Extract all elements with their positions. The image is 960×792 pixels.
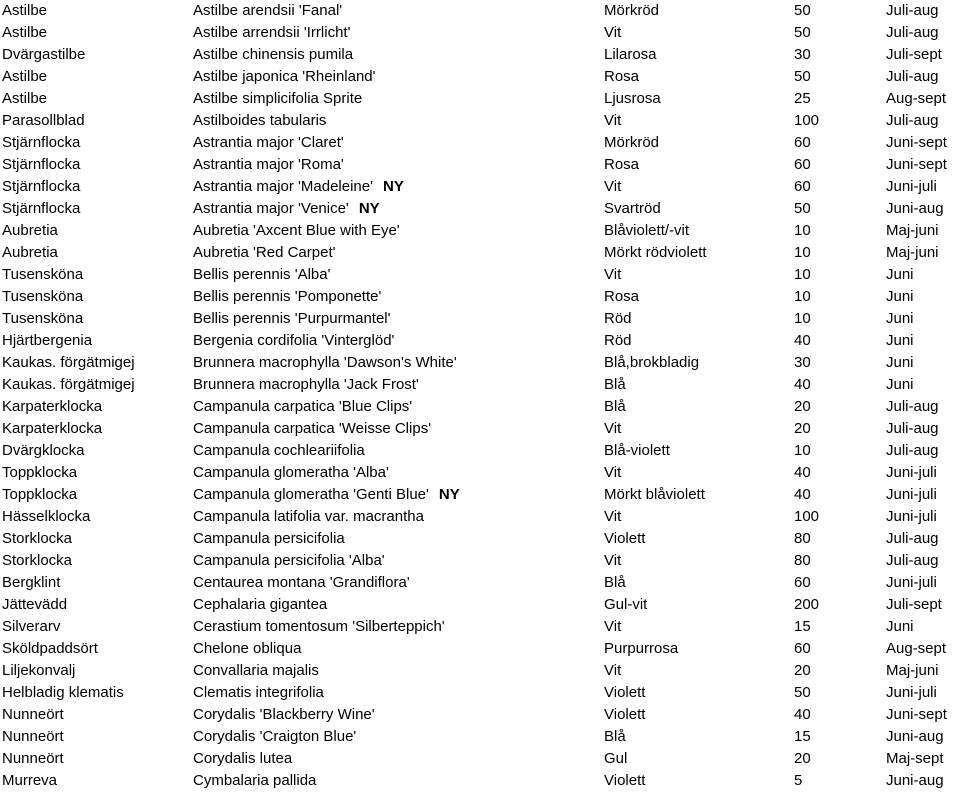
latin-name: Bellis perennis 'Purpurmantel' bbox=[193, 310, 391, 327]
flower-color-cell: Blå bbox=[604, 376, 626, 393]
latin-name-cell bbox=[191, 198, 602, 220]
flower-color-cell: Rosa bbox=[604, 156, 640, 173]
swedish-name-cell: Stjärnflocka bbox=[2, 156, 81, 173]
bloom-time-cell: Juli-aug bbox=[886, 68, 939, 85]
swedish-name-cell: Kaukas. förgätmigej bbox=[2, 354, 135, 371]
swedish-name-cell: Helbladig klematis bbox=[2, 684, 124, 701]
height-cell: 40 bbox=[794, 486, 811, 503]
height-cell: 100 bbox=[794, 112, 820, 129]
table-row bbox=[0, 0, 960, 22]
height-cell: 60 bbox=[794, 178, 811, 195]
flower-color-cell: Blåviolett/-vit bbox=[604, 222, 690, 239]
height-cell: 50 bbox=[794, 2, 811, 19]
latin-name: Clematis integrifolia bbox=[193, 684, 324, 701]
height-cell: 40 bbox=[794, 376, 811, 393]
bloom-time-cell: Juni-juli bbox=[886, 178, 937, 195]
bloom-time-cell: Juni-aug bbox=[886, 772, 944, 789]
bloom-time-cell: Juli-aug bbox=[886, 420, 939, 437]
swedish-name-cell: Nunneört bbox=[2, 728, 64, 745]
latin-name-cell bbox=[191, 22, 602, 44]
latin-name: Astilbe arrendsii 'Irrlicht' bbox=[193, 24, 351, 41]
bloom-time-cell: Aug-sept bbox=[886, 90, 947, 107]
latin-name: Aubretia 'Red Carpet' bbox=[193, 244, 336, 261]
height-cell: 25 bbox=[794, 90, 811, 107]
height-cell: 30 bbox=[794, 46, 811, 63]
flower-color-cell: Vit bbox=[604, 552, 622, 569]
table-row bbox=[0, 440, 960, 462]
height-cell: 80 bbox=[794, 530, 811, 547]
swedish-name-cell: Silverarv bbox=[2, 618, 61, 635]
latin-name: Cymbalaria pallida bbox=[193, 772, 317, 789]
swedish-name-cell: Hässelklocka bbox=[2, 508, 91, 525]
height-cell: 10 bbox=[794, 222, 811, 239]
latin-name-cell bbox=[191, 528, 602, 550]
height-cell: 60 bbox=[794, 156, 811, 173]
table-row bbox=[0, 418, 960, 440]
new-badge: NY bbox=[438, 486, 460, 503]
latin-name-cell bbox=[191, 726, 602, 748]
height-cell: 15 bbox=[794, 618, 811, 635]
latin-name: Astilbe arendsii 'Fanal' bbox=[193, 2, 343, 19]
height-cell: 20 bbox=[794, 398, 811, 415]
height-cell: 5 bbox=[794, 772, 803, 789]
flower-color-cell: Mörkröd bbox=[604, 2, 660, 19]
latin-name-cell bbox=[191, 638, 602, 660]
bloom-time-cell: Juni bbox=[886, 288, 914, 305]
flower-color-cell: Violett bbox=[604, 530, 646, 547]
bloom-time-cell: Juni-sept bbox=[886, 134, 947, 151]
swedish-name-cell: Storklocka bbox=[2, 530, 73, 547]
bloom-time-cell: Juni-aug bbox=[886, 728, 944, 745]
bloom-time-cell: Juni-juli bbox=[886, 508, 937, 525]
height-cell: 100 bbox=[794, 508, 820, 525]
latin-name: Astilbe japonica 'Rheinland' bbox=[193, 68, 376, 85]
latin-name-cell bbox=[191, 440, 602, 462]
latin-name: Campanula persicifolia bbox=[193, 530, 345, 547]
latin-name-cell bbox=[191, 176, 602, 198]
latin-name: Convallaria majalis bbox=[193, 662, 319, 679]
flower-color-cell: Vit bbox=[604, 618, 622, 635]
latin-name: Centaurea montana 'Grandiflora' bbox=[193, 574, 410, 591]
bloom-time-cell: Aug-sept bbox=[886, 640, 947, 657]
latin-name: Astrantia major 'Venice' bbox=[193, 200, 349, 217]
latin-name-cell bbox=[191, 418, 602, 440]
bloom-time-cell: Juni-juli bbox=[886, 464, 937, 481]
height-cell: 50 bbox=[794, 684, 811, 701]
bloom-time-cell: Juli-aug bbox=[886, 24, 939, 41]
flower-color-cell: Vit bbox=[604, 420, 622, 437]
swedish-name-cell: Nunneört bbox=[2, 706, 64, 723]
latin-name-cell bbox=[191, 462, 602, 484]
latin-name: Campanula carpatica 'Blue Clips' bbox=[193, 398, 413, 415]
latin-name-cell bbox=[191, 572, 602, 594]
flower-color-cell: Vit bbox=[604, 662, 622, 679]
height-cell: 10 bbox=[794, 244, 811, 261]
latin-name-cell bbox=[191, 550, 602, 572]
height-cell: 10 bbox=[794, 442, 811, 459]
bloom-time-cell: Juni bbox=[886, 266, 914, 283]
latin-name-cell bbox=[191, 88, 602, 110]
latin-name-cell bbox=[191, 132, 602, 154]
table-row bbox=[0, 242, 960, 264]
table-row bbox=[0, 198, 960, 220]
latin-name: Astrantia major 'Roma' bbox=[193, 156, 344, 173]
latin-name-cell bbox=[191, 330, 602, 352]
flower-color-cell: Mörkröd bbox=[604, 134, 660, 151]
height-cell: 60 bbox=[794, 134, 811, 151]
latin-name-cell bbox=[191, 616, 602, 638]
table-row bbox=[0, 704, 960, 726]
latin-name: Bellis perennis 'Alba' bbox=[193, 266, 331, 283]
latin-name: Corydalis 'Blackberry Wine' bbox=[193, 706, 375, 723]
table-row bbox=[0, 594, 960, 616]
bloom-time-cell: Juni-sept bbox=[886, 156, 947, 173]
swedish-name-cell: Liljekonvalj bbox=[2, 662, 76, 679]
height-cell: 40 bbox=[794, 464, 811, 481]
flower-color-cell: Lilarosa bbox=[604, 46, 657, 63]
bloom-time-cell: Juni bbox=[886, 310, 914, 327]
flower-color-cell: Vit bbox=[604, 178, 622, 195]
latin-name: Corydalis 'Craigton Blue' bbox=[193, 728, 357, 745]
table-row bbox=[0, 132, 960, 154]
height-cell: 20 bbox=[794, 750, 811, 767]
swedish-name-cell: Dvärgklocka bbox=[2, 442, 85, 459]
table-row bbox=[0, 462, 960, 484]
bloom-time-cell: Juli-sept bbox=[886, 46, 942, 63]
new-badge: NY bbox=[358, 200, 380, 217]
flower-color-cell: Mörkt rödviolett bbox=[604, 244, 707, 261]
swedish-name-cell: Tusensköna bbox=[2, 288, 84, 305]
flower-color-cell: Blå bbox=[604, 574, 626, 591]
flower-color-cell: Gul-vit bbox=[604, 596, 648, 613]
flower-color-cell: Svartröd bbox=[604, 200, 661, 217]
latin-name-cell bbox=[191, 484, 602, 506]
table-row bbox=[0, 264, 960, 286]
table-row bbox=[0, 550, 960, 572]
swedish-name-cell: Stjärnflocka bbox=[2, 134, 81, 151]
latin-name-cell bbox=[191, 44, 602, 66]
latin-name: Astrantia major 'Claret' bbox=[193, 134, 344, 151]
latin-name: Bergenia cordifolia 'Vinterglöd' bbox=[193, 332, 395, 349]
flower-color-cell: Röd bbox=[604, 332, 632, 349]
bloom-time-cell: Juni bbox=[886, 376, 914, 393]
height-cell: 50 bbox=[794, 24, 811, 41]
swedish-name-cell: Jättevädd bbox=[2, 596, 68, 613]
height-cell: 50 bbox=[794, 200, 811, 217]
table-row bbox=[0, 638, 960, 660]
latin-name-cell bbox=[191, 0, 602, 22]
table-row bbox=[0, 528, 960, 550]
bloom-time-cell: Juli-aug bbox=[886, 442, 939, 459]
swedish-name-cell: Bergklint bbox=[2, 574, 61, 591]
swedish-name-cell: Dvärgastilbe bbox=[2, 46, 86, 63]
latin-name-cell bbox=[191, 704, 602, 726]
bloom-time-cell: Juni bbox=[886, 332, 914, 349]
bloom-time-cell: Juli-aug bbox=[886, 530, 939, 547]
latin-name: Campanula carpatica 'Weisse Clips' bbox=[193, 420, 432, 437]
flower-color-cell: Violett bbox=[604, 772, 646, 789]
latin-name: Campanula glomeratha 'Genti Blue' bbox=[193, 486, 429, 503]
bloom-time-cell: Juni-juli bbox=[886, 684, 937, 701]
bloom-time-cell: Juni-juli bbox=[886, 486, 937, 503]
latin-name: Bellis perennis 'Pomponette' bbox=[193, 288, 382, 305]
swedish-name-cell: Hjärtbergenia bbox=[2, 332, 93, 349]
flower-color-cell: Blå bbox=[604, 728, 626, 745]
swedish-name-cell: Stjärnflocka bbox=[2, 178, 81, 195]
latin-name-cell bbox=[191, 506, 602, 528]
table-row bbox=[0, 572, 960, 594]
swedish-name-cell: Astilbe bbox=[2, 68, 48, 85]
table-row bbox=[0, 286, 960, 308]
bloom-time-cell: Juni bbox=[886, 618, 914, 635]
swedish-name-cell: Toppklocka bbox=[2, 486, 78, 503]
table-row bbox=[0, 110, 960, 132]
table-row bbox=[0, 748, 960, 770]
table-row bbox=[0, 726, 960, 748]
flower-color-cell: Ljusrosa bbox=[604, 90, 661, 107]
table-row bbox=[0, 396, 960, 418]
latin-name-cell bbox=[191, 154, 602, 176]
latin-name: Aubretia 'Axcent Blue with Eye' bbox=[193, 222, 400, 239]
bloom-time-cell: Juli-aug bbox=[886, 398, 939, 415]
latin-name: Campanula persicifolia 'Alba' bbox=[193, 552, 385, 569]
flower-color-cell: Vit bbox=[604, 508, 622, 525]
swedish-name-cell: Astilbe bbox=[2, 24, 48, 41]
table-row bbox=[0, 88, 960, 110]
table-row bbox=[0, 660, 960, 682]
table-row bbox=[0, 22, 960, 44]
table-row bbox=[0, 506, 960, 528]
height-cell: 80 bbox=[794, 552, 811, 569]
latin-name-cell bbox=[191, 594, 602, 616]
latin-name-cell bbox=[191, 748, 602, 770]
latin-name-cell bbox=[191, 396, 602, 418]
latin-name-cell bbox=[191, 660, 602, 682]
table-row bbox=[0, 682, 960, 704]
table-row bbox=[0, 330, 960, 352]
height-cell: 10 bbox=[794, 310, 811, 327]
flower-color-cell: Blå,brokbladig bbox=[604, 354, 700, 371]
flower-color-cell: Blå-violett bbox=[604, 442, 670, 459]
swedish-name-cell: Kaukas. förgätmigej bbox=[2, 376, 135, 393]
latin-name: Campanula glomeratha 'Alba' bbox=[193, 464, 389, 481]
swedish-name-cell: Tusensköna bbox=[2, 310, 84, 327]
table-row bbox=[0, 352, 960, 374]
bloom-time-cell: Maj-juni bbox=[886, 662, 939, 679]
new-badge: NY bbox=[382, 178, 404, 195]
bloom-time-cell: Juni-sept bbox=[886, 706, 947, 723]
latin-name: Cephalaria gigantea bbox=[193, 596, 328, 613]
table-row bbox=[0, 220, 960, 242]
latin-name: Corydalis lutea bbox=[193, 750, 293, 767]
latin-name: Astilbe chinensis pumila bbox=[193, 46, 354, 63]
flower-color-cell: Vit bbox=[604, 464, 622, 481]
height-cell: 20 bbox=[794, 420, 811, 437]
height-cell: 10 bbox=[794, 288, 811, 305]
height-cell: 40 bbox=[794, 706, 811, 723]
swedish-name-cell: Astilbe bbox=[2, 90, 48, 107]
height-cell: 20 bbox=[794, 662, 811, 679]
height-cell: 30 bbox=[794, 354, 811, 371]
table-row bbox=[0, 484, 960, 506]
table-row bbox=[0, 66, 960, 88]
swedish-name-cell: Stjärnflocka bbox=[2, 200, 81, 217]
swedish-name-cell: Aubretia bbox=[2, 222, 58, 239]
table-row bbox=[0, 374, 960, 396]
table-row bbox=[0, 176, 960, 198]
latin-name-cell bbox=[191, 110, 602, 132]
flower-color-cell: Rosa bbox=[604, 288, 640, 305]
flower-color-cell: Gul bbox=[604, 750, 628, 767]
flower-color-cell: Vit bbox=[604, 24, 622, 41]
bloom-time-cell: Juli-aug bbox=[886, 112, 939, 129]
table-row bbox=[0, 616, 960, 638]
latin-name-cell bbox=[191, 220, 602, 242]
swedish-name-cell: Parasollblad bbox=[2, 112, 85, 129]
table-row bbox=[0, 154, 960, 176]
height-cell: 60 bbox=[794, 574, 811, 591]
latin-name: Astilboides tabularis bbox=[193, 112, 327, 129]
height-cell: 40 bbox=[794, 332, 811, 349]
latin-name-cell bbox=[191, 682, 602, 704]
swedish-name-cell: Karpaterklocka bbox=[2, 398, 103, 415]
flower-color-cell: Rosa bbox=[604, 68, 640, 85]
latin-name-cell bbox=[191, 66, 602, 88]
swedish-name-cell: Toppklocka bbox=[2, 464, 78, 481]
swedish-name-cell: Nunneört bbox=[2, 750, 64, 767]
flower-color-cell: Violett bbox=[604, 684, 646, 701]
latin-name: Brunnera macrophylla 'Dawson's White' bbox=[193, 354, 457, 371]
height-cell: 200 bbox=[794, 596, 820, 613]
latin-name: Campanula cochleariifolia bbox=[193, 442, 365, 459]
swedish-name-cell: Tusensköna bbox=[2, 266, 84, 283]
bloom-time-cell: Juni-aug bbox=[886, 200, 944, 217]
latin-name: Astilbe simplicifolia Sprite bbox=[193, 90, 363, 107]
flower-color-cell: Violett bbox=[604, 706, 646, 723]
flower-color-cell: Blå bbox=[604, 398, 626, 415]
swedish-name-cell: Sköldpaddsört bbox=[2, 640, 98, 657]
bloom-time-cell: Maj-juni bbox=[886, 222, 939, 239]
swedish-name-cell: Murreva bbox=[2, 772, 58, 789]
swedish-name-cell: Storklocka bbox=[2, 552, 73, 569]
height-cell: 50 bbox=[794, 68, 811, 85]
flower-color-cell: Vit bbox=[604, 266, 622, 283]
bloom-time-cell: Maj-juni bbox=[886, 244, 939, 261]
height-cell: 10 bbox=[794, 266, 811, 283]
bloom-time-cell: Juli-sept bbox=[886, 596, 942, 613]
latin-name-cell bbox=[191, 352, 602, 374]
bloom-time-cell: Maj-sept bbox=[886, 750, 944, 767]
bloom-time-cell: Juli-aug bbox=[886, 2, 939, 19]
latin-name-cell bbox=[191, 264, 602, 286]
latin-name-cell bbox=[191, 374, 602, 396]
bloom-time-cell: Juni-juli bbox=[886, 574, 937, 591]
flower-color-cell: Vit bbox=[604, 112, 622, 129]
latin-name: Brunnera macrophylla 'Jack Frost' bbox=[193, 376, 419, 393]
latin-name-cell bbox=[191, 286, 602, 308]
swedish-name-cell: Aubretia bbox=[2, 244, 58, 261]
swedish-name-cell: Karpaterklocka bbox=[2, 420, 103, 437]
table-row bbox=[0, 308, 960, 330]
latin-name: Campanula latifolia var. macrantha bbox=[193, 508, 424, 525]
flower-color-cell: Mörkt blåviolett bbox=[604, 486, 705, 503]
height-cell: 15 bbox=[794, 728, 811, 745]
flower-color-cell: Purpurrosa bbox=[604, 640, 679, 657]
height-cell: 60 bbox=[794, 640, 811, 657]
latin-name: Chelone obliqua bbox=[193, 640, 302, 657]
latin-name-cell bbox=[191, 242, 602, 264]
bloom-time-cell: Juli-aug bbox=[886, 552, 939, 569]
latin-name: Astrantia major 'Madeleine' bbox=[193, 178, 373, 195]
swedish-name-cell: Astilbe bbox=[2, 2, 48, 19]
latin-name: Cerastium tomentosum 'Silberteppich' bbox=[193, 618, 445, 635]
table-row bbox=[0, 44, 960, 66]
flower-color-cell: Röd bbox=[604, 310, 632, 327]
latin-name-cell bbox=[191, 308, 602, 330]
bloom-time-cell: Juni bbox=[886, 354, 914, 371]
